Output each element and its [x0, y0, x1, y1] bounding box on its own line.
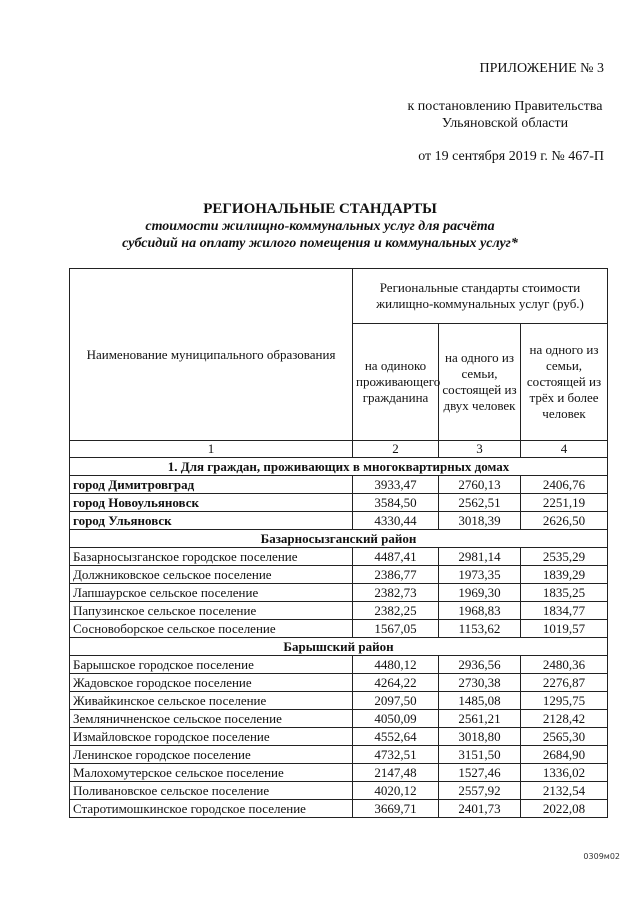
value-family-two: 2981,14 [439, 548, 521, 566]
table-row [70, 584, 608, 602]
value-single: 2382,73 [353, 584, 439, 602]
value-single: 4480,12 [353, 656, 439, 674]
value-single: 4732,51 [353, 746, 439, 764]
table-row [70, 746, 608, 764]
value-single: 3933,47 [353, 476, 439, 494]
value-family-two: 1485,08 [439, 692, 521, 710]
section-row [70, 458, 608, 476]
column-numbers-row [70, 441, 608, 458]
value-family-two: 2730,38 [439, 674, 521, 692]
value-family-two: 2557,92 [439, 782, 521, 800]
value-family-three: 1839,29 [521, 566, 608, 584]
municipality-name: город Димитровград [70, 476, 353, 494]
resolution-date-number: от 19 сентября 2019 г. № 467-П [418, 149, 604, 164]
table-row [70, 800, 608, 818]
value-family-three: 2022,08 [521, 800, 608, 818]
column-header-single: на одиноко проживающего гражданина [353, 324, 439, 441]
column-header-name: Наименование муниципального образования [70, 269, 353, 441]
section-title: 1. Для граждан, проживающих в многоквартирных домах [70, 458, 608, 476]
table-row [70, 620, 608, 638]
municipality-name: Папузинское сельское поселение [70, 602, 353, 620]
value-family-three: 1019,57 [521, 620, 608, 638]
column-header-family-three: на одного из семьи, состоящей из трёх и более человек [521, 324, 608, 441]
title-subtitle-1: стоимости жилищно-коммунальных услуг для расчёта [145, 219, 495, 234]
title-subtitle-2: субсидий на оплату жилого помещения и коммунальных услуг* [122, 236, 518, 251]
table-row [70, 566, 608, 584]
municipality-name: Земляничненское сельское поселение [70, 710, 353, 728]
title-main: РЕГИОНАЛЬНЫЕ СТАНДАРТЫ [203, 201, 437, 217]
value-family-three: 1295,75 [521, 692, 608, 710]
table-body [70, 441, 608, 818]
value-single: 3669,71 [353, 800, 439, 818]
resolution-line-2: Ульяновской области [441, 116, 569, 131]
value-family-two: 1973,35 [439, 566, 521, 584]
value-family-two: 2936,56 [439, 656, 521, 674]
value-single: 4050,09 [353, 710, 439, 728]
value-family-two: 3018,39 [439, 512, 521, 530]
table-row [70, 674, 608, 692]
municipality-name: Поливановское сельское поселение [70, 782, 353, 800]
municipality-name: Барышское городское поселение [70, 656, 353, 674]
municipality-name: Лапшаурское сельское поселение [70, 584, 353, 602]
value-family-two: 3151,50 [439, 746, 521, 764]
value-single: 2147,48 [353, 764, 439, 782]
value-single: 4020,12 [353, 782, 439, 800]
document-stamp: 0309м02 [583, 852, 620, 861]
value-family-two: 2562,51 [439, 494, 521, 512]
value-family-two: 1527,46 [439, 764, 521, 782]
table-row [70, 728, 608, 746]
value-single: 2097,50 [353, 692, 439, 710]
document-title [60, 200, 580, 252]
district-row [70, 530, 608, 548]
column-group-header: Региональные стандарты стоимости жилищно-коммунальных услуг (руб.) [353, 269, 608, 324]
table-row [70, 692, 608, 710]
table-row [70, 476, 608, 494]
value-family-two: 1968,83 [439, 602, 521, 620]
value-family-three: 1336,02 [521, 764, 608, 782]
value-family-two: 1153,62 [439, 620, 521, 638]
value-family-three: 1835,25 [521, 584, 608, 602]
value-family-three: 1834,77 [521, 602, 608, 620]
municipality-name: Старотимошкинское городское поселение [70, 800, 353, 818]
value-family-two: 2760,13 [439, 476, 521, 494]
table-row [70, 782, 608, 800]
resolution-line-1: к постановлению Правительства [407, 99, 603, 114]
municipality-name: Жадовское городское поселение [70, 674, 353, 692]
municipality-name: Должниковское сельское поселение [70, 566, 353, 584]
column-header-family-two: на одного из семьи, состоящей из двух человек [439, 324, 521, 441]
column-number: 4 [521, 441, 608, 458]
value-family-three: 2406,76 [521, 476, 608, 494]
table-row [70, 512, 608, 530]
value-single: 4487,41 [353, 548, 439, 566]
table-row [70, 494, 608, 512]
municipality-name: Измайловское городское поселение [70, 728, 353, 746]
value-family-two: 3018,80 [439, 728, 521, 746]
table-row [70, 656, 608, 674]
value-family-three: 2535,29 [521, 548, 608, 566]
value-single: 4552,64 [353, 728, 439, 746]
value-family-three: 2128,42 [521, 710, 608, 728]
municipality-name: Ленинское городское поселение [70, 746, 353, 764]
standards-table [69, 268, 608, 818]
table-row [70, 548, 608, 566]
value-family-two: 1969,30 [439, 584, 521, 602]
resolution-reference [380, 98, 630, 132]
value-family-three: 2276,87 [521, 674, 608, 692]
value-single: 1567,05 [353, 620, 439, 638]
value-family-three: 2565,30 [521, 728, 608, 746]
value-single: 2386,77 [353, 566, 439, 584]
table-row [70, 710, 608, 728]
value-family-three: 2684,90 [521, 746, 608, 764]
value-single: 2382,25 [353, 602, 439, 620]
value-family-three: 2626,50 [521, 512, 608, 530]
table-row [70, 764, 608, 782]
municipality-name: город Новоульяновск [70, 494, 353, 512]
municipality-name: Малохомутерское сельское поселение [70, 764, 353, 782]
value-family-three: 2251,19 [521, 494, 608, 512]
value-family-two: 2561,21 [439, 710, 521, 728]
value-family-three: 2132,54 [521, 782, 608, 800]
municipality-name: Сосновоборское сельское поселение [70, 620, 353, 638]
table-row [70, 602, 608, 620]
district-title: Барышский район [70, 638, 608, 656]
value-single: 3584,50 [353, 494, 439, 512]
value-family-two: 2401,73 [439, 800, 521, 818]
municipality-name: Живайкинское сельское поселение [70, 692, 353, 710]
column-number: 1 [70, 441, 353, 458]
value-single: 4330,44 [353, 512, 439, 530]
municipality-name: город Ульяновск [70, 512, 353, 530]
district-row [70, 638, 608, 656]
district-title: Базарносызганский район [70, 530, 608, 548]
value-single: 4264,22 [353, 674, 439, 692]
value-family-three: 2480,36 [521, 656, 608, 674]
municipality-name: Базарносызганское городское поселение [70, 548, 353, 566]
column-number: 2 [353, 441, 439, 458]
appendix-label: ПРИЛОЖЕНИЕ № 3 [479, 61, 604, 76]
column-number: 3 [439, 441, 521, 458]
